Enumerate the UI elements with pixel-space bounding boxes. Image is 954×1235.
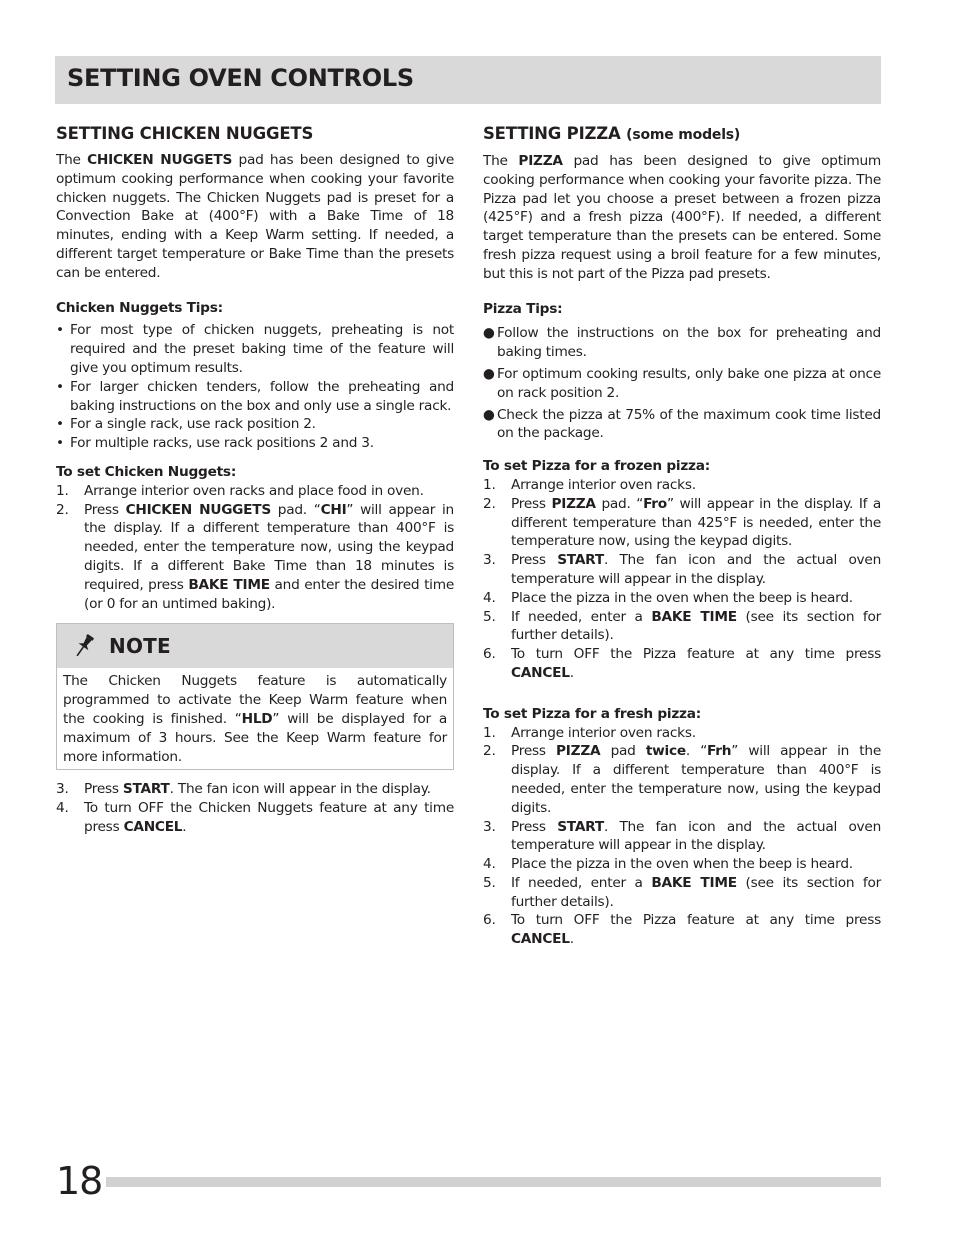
header-bar [55,56,881,104]
bold-term: CHICKEN NUGGETS [87,152,233,168]
step-item [483,476,881,495]
bullet-icon: • [56,378,64,395]
footer-bar [56,1177,881,1187]
step-item [56,482,454,501]
list-item-text: For most type of chicken nuggets, preheating is not required and the preset baking time of the feature will give you optimum results. [70,322,454,376]
step-text: Press START. The fan icon and the actual oven temperature will appear in the display. [511,552,882,587]
bold-term: PIZZA [551,495,596,512]
step-text: To turn OFF the Chicken Nuggets feature at any time press CANCEL. [84,800,454,835]
pizza-fresh-title: To set Pizza for a fresh pizza: [483,705,701,722]
bold-term: HLD [241,710,273,727]
step-item [483,724,881,743]
page-number: 18 [56,1158,106,1204]
step-item [483,551,881,589]
step-number: 6. [483,912,496,929]
bold-term: BAKE TIME [651,874,737,891]
step-number: 3. [56,781,69,798]
pizza-intro: The PIZZA pad has been designed to give optimum cooking performance when cooking your favorite pizza. The Pizza pad let you choose a preset between a frozen pizza (425°F) and a fresh pizza (400°F). If needed, a different target temperature than the presets can be entered. Some fresh pizza request using a broil feature for a few minutes, but this is not part of the Pizza pad presets. [483,153,881,282]
step-text: Place the pizza in the oven when the beep is heard. [511,589,853,606]
step-text: Press CHICKEN NUGGETS pad. “CHI” will appear in the display. If a different temperature than 400°F is needed, enter the temperature now, using the keypad digits. If a different Bake Time than 18 minutes is required, press BAKE TIME and enter the desired time (or 0 for an untimed baking). [84,501,454,612]
bullet-icon: • [56,435,64,452]
bold-term: PIZZA [518,153,563,169]
pizza-frozen-title: To set Pizza for a frozen pizza: [483,458,710,475]
step-text: Press PIZZA pad twice. “Frh” will appear in the display. If a different temperature than 400°F is needed, enter the temperature now, using the keypad digits. [511,743,882,816]
step-text: To turn OFF the Pizza feature at any time press CANCEL. [511,646,881,681]
step-number: 1. [56,482,69,499]
step-text: Place the pizza in the oven when the beep is heard. [511,856,853,873]
list-item [56,415,454,434]
chicken-section-title: SETTING CHICKEN NUGGETS [56,124,314,143]
list-item-text: For multiple racks, use rack positions 2 and 3. [70,435,374,452]
bold-term: CANCEL [511,664,570,681]
step-item [483,742,881,817]
bold-term: START [122,781,170,798]
step-number: 1. [483,476,496,493]
step-number: 5. [483,608,496,625]
pushpin-icon [71,633,97,659]
list-item-text: For a single rack, use rack position 2. [70,416,316,433]
step-item [483,911,881,949]
pizza-tips-list [483,324,881,443]
step-number: 2. [56,501,69,518]
chicken-tips-list [56,321,454,453]
step-text: Press START. The fan icon and the actual oven temperature will appear in the display. [511,818,882,854]
step-text: Arrange interior oven racks. [511,476,696,493]
bold-term: twice [645,743,686,760]
step-number: 6. [483,646,496,663]
bullet-icon: • [56,416,64,433]
step-text: If needed, enter a BAKE TIME (see its section for further details). [511,874,881,910]
step-number: 4. [483,589,496,606]
note-box [56,623,454,770]
bullet-icon: ● [483,365,495,382]
step-item [483,645,881,683]
bold-term: CHI [320,501,347,518]
step-number: 3. [483,818,496,835]
step-item [483,495,881,551]
step-item [56,799,454,837]
step-item [483,608,881,646]
pizza-title-main: SETTING PIZZA [483,124,621,143]
chicken-tips-title: Chicken Nuggets Tips: [56,299,223,316]
list-item-text: Check the pizza at 75% of the maximum cook time listed on the package. [497,406,881,442]
list-item [56,378,454,416]
bold-term: Frh [707,743,732,760]
step-number: 4. [56,800,69,817]
note-header [57,624,453,668]
bold-term: START [557,818,604,835]
pizza-title-suffix: (some models) [626,127,741,143]
step-number: 1. [483,724,496,741]
pizza-section-title [483,123,881,146]
bold-term: CANCEL [511,931,570,948]
list-item [483,365,881,403]
bold-term: BAKE TIME [651,608,737,625]
step-number: 2. [483,743,496,760]
step-item [483,818,881,856]
pizza-fresh-steps [483,724,881,950]
step-number: 3. [483,552,496,569]
step-item [56,501,454,614]
step-text: Arrange interior oven racks and place food in oven. [84,482,424,499]
step-number: 2. [483,495,496,512]
step-number: 5. [483,874,496,891]
step-text: Press START. The fan icon will appear in the display. [84,781,431,798]
list-item-text: For optimum cooking results, only bake one pizza at once on rack position 2. [497,365,881,401]
list-item [56,321,454,377]
step-text: If needed, enter a BAKE TIME (see its section for further details). [511,608,881,644]
step-item [56,780,454,799]
step-item [483,874,881,912]
chicken-steps-list [56,482,454,614]
step-item [483,589,881,608]
list-item-text: For larger chicken tenders, follow the preheating and baking instructions on the box and only use a single rack. [70,378,454,414]
bold-term: CANCEL [123,818,183,835]
step-text: Press PIZZA pad. “Fro” will appear in the display. If a different temperature than 425°F is needed, enter the temperature now, using the keypad digits. [511,495,881,550]
bullet-icon: • [56,322,64,339]
chicken-nuggets-section [56,123,454,837]
note-title: NOTE [109,634,171,659]
chicken-set-title: To set Chicken Nuggets: [56,463,237,480]
chicken-intro: The CHICKEN NUGGETS pad has been designed to give optimum cooking performance when cooking your favorite chicken nuggets. The Chicken Nuggets pad is preset for a Convection Bake at (400°F) with a Bake Time of 18 minutes, ending with a Keep Warm setting. If needed, a different target temperature or Bake Time than the presets can be entered. [56,152,454,281]
page-title: SETTING OVEN CONTROLS [67,64,414,92]
bold-term: Fro [643,495,667,512]
list-item [483,324,881,362]
chicken-steps-list-continued [56,780,454,836]
bold-term: BAKE TIME [188,576,270,593]
pizza-section [483,123,881,949]
note-body: The Chicken Nuggets feature is automatically programmed to activate the Keep Warm feature when the cooking is finished. “HLD” will be displayed for a maximum of 3 hours. See the Keep Warm feature for more information. [63,673,448,765]
bullet-icon: ● [483,406,495,423]
list-item [56,434,454,453]
step-text: To turn OFF the Pizza feature at any time press CANCEL. [511,912,881,948]
step-number: 4. [483,856,496,873]
bullet-icon: ● [483,325,495,342]
pizza-frozen-steps [483,476,881,683]
list-item [483,406,881,444]
step-item [483,855,881,874]
bold-term: START [557,552,604,569]
pizza-tips-title: Pizza Tips: [483,300,563,317]
list-item-text: Follow the instructions on the box for preheating and baking times. [497,325,881,361]
step-text: Arrange interior oven racks. [511,724,696,741]
bold-term: CHICKEN NUGGETS [125,501,271,518]
bold-term: PIZZA [556,743,601,760]
